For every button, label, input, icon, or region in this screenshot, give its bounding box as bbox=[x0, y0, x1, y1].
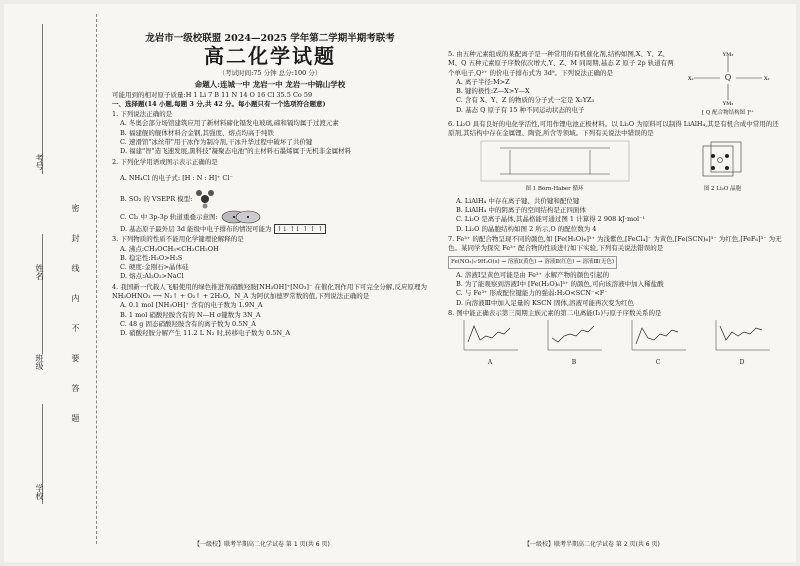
q3-option-c: C. 硬度:金刚石>晶体硅 bbox=[120, 263, 189, 272]
svg-text:YM₃: YM₃ bbox=[722, 101, 734, 106]
kaohao-label: 考号 bbox=[35, 154, 44, 170]
q6-option-b: B. LiAlH₄ 中的阴离子的空间结构是正四面体 bbox=[456, 206, 586, 215]
svg-text:X₂: X₂ bbox=[688, 76, 694, 82]
q6-option-d: D. Li₂O 的晶胞结构如图 2 所示,O 的配位数为 4 bbox=[456, 224, 597, 233]
vsepr-model-icon bbox=[194, 189, 216, 209]
margin-line bbox=[42, 24, 43, 174]
q7-option-b: B. 为了能观察到溶液Ⅰ中 [Fe(H₂O)₆]³⁺ 的颜色,可向该溶液中加入稀盐酸 bbox=[456, 280, 664, 289]
q4-option-d: D. 硝酸羟胺分解产生 11.2 L N₂ 时,转移电子数为 0.5N_A bbox=[120, 329, 291, 338]
page-title: 高二化学试题 bbox=[204, 44, 336, 69]
q5-option-c: C. 含有 X、Y、Z 的物质的分子式一定是 X₂YZ₃ bbox=[456, 96, 595, 105]
ionization-chart-b bbox=[544, 318, 604, 354]
page-1-footer: 【一级校】联考半期高二化学试卷 第 1 页(共 6 页) bbox=[194, 541, 330, 548]
exam-time: （考试时间:75 分钟 总分:100 分） bbox=[218, 69, 322, 78]
ionization-chart-d bbox=[712, 318, 772, 354]
ionization-chart-c bbox=[628, 318, 688, 354]
atomic-mass: 可能用到的相对原子质量:H 1 Li 7 B 11 N 14 O 16 Cl 35.5 Co 59 bbox=[112, 90, 313, 99]
born-haber-cycle-icon bbox=[480, 140, 630, 182]
q6-option-c: C. Li₂O 是离子晶体,其晶格能可通过图 1 计算得 2 908 kJ·mol⁻¹ bbox=[456, 215, 646, 224]
q5-text bbox=[448, 50, 678, 119]
q1-option-c: C. 速滑馆"冰丝带"用干冰作为制冷剂,干冰升华过程中破坏了共价键 bbox=[120, 138, 313, 147]
q3-stem: 3. 下列物质的性质不能用化学键理论解释的是 bbox=[112, 235, 244, 244]
svg-text:YM₃: YM₃ bbox=[722, 52, 734, 58]
q4-option-a: A. 0.1 mol [NH₃OH]⁺ 含有的电子数为 1.9N_A bbox=[120, 301, 263, 310]
q4-option-b: B. 1 mol 硝酸羟胺含有的 N—H σ键数为 3N_A bbox=[120, 310, 261, 319]
q8-chart-a bbox=[460, 318, 520, 367]
svg-text:Q: Q bbox=[724, 73, 732, 82]
q8-charts bbox=[448, 318, 784, 367]
xingming-label: 姓名 bbox=[35, 264, 44, 280]
q7-option-d: D. 向溶液Ⅲ中加入足量的 KSCN 固体,溶液可能再次变为红色 bbox=[456, 298, 635, 307]
q8-label-c: C bbox=[655, 358, 661, 366]
page-2 bbox=[448, 50, 784, 367]
page-2-footer: 【一级校】联考半期高二化学试卷 第 2 页(共 6 页) bbox=[524, 541, 660, 548]
q8-label-d: D bbox=[739, 358, 745, 366]
xuexiao-label: 学校 bbox=[35, 484, 44, 500]
alliance-title: 龙岩市一级校联盟 2024—2025 学年第二学期半期考联考 bbox=[145, 33, 395, 44]
q7-option-c: C. 与 Fe³⁺ 形成配位键能力的强弱:H₂O<SCN⁻<F⁻ bbox=[456, 289, 608, 298]
seal-line bbox=[96, 14, 97, 544]
q3-option-a: A. 沸点:CH₃OCH₃<CH₃CH₂OH bbox=[120, 244, 219, 253]
q7-flowchart: Fe(NO₃)₃·9H₂O(s) → 溶液Ⅰ(黄色) → 溶液Ⅱ(红色) → 溶液Ⅲ(无色) bbox=[448, 256, 617, 269]
orbital-box: ↑↓ ↑↓ ↑ ↑ ↑ bbox=[274, 224, 326, 234]
nh4cl-formula: [H : N : H]⁺ Cl⁻ bbox=[182, 173, 233, 182]
q2-b-text: B. SO₂ 的 VSEPR 模型: bbox=[120, 194, 193, 203]
q2-c-text: C. Cl₂ 中 3p-3p 轨道重叠示意图: bbox=[120, 212, 218, 221]
q2-option-a bbox=[112, 167, 428, 189]
q6-stem: 6. Li₂O 具有良好的电化学活性,可用作锂电池正极材料。以 Li₂O 为原料可以制得 LiAlH₄,其是有机合成中常用的还原剂,其结构中存在金属锂、陶瓷,所含等领域。下列有关说法中错误的是 bbox=[448, 119, 779, 137]
q5-figure bbox=[678, 50, 778, 119]
q6-fig2-caption: 图 2 Li₂O 晶胞 bbox=[703, 186, 742, 193]
q3-option-d: D. 熔点:Al₂O₃>NaCl bbox=[120, 272, 184, 281]
q8-chart-c bbox=[628, 318, 688, 367]
q2-option-c bbox=[112, 209, 428, 225]
q6-figures bbox=[448, 140, 784, 195]
q6-fig1 bbox=[480, 140, 630, 195]
q4-option-c: C. 48 g 固态硝酸羟胺含有的离子数为 0.5N_A bbox=[120, 319, 256, 328]
q8-label-a: A bbox=[487, 358, 493, 366]
q5-block bbox=[448, 50, 784, 119]
q3-option-b: B. 稳定性:H₂O>H₂S bbox=[120, 253, 183, 262]
q2-option-d bbox=[112, 225, 428, 234]
q8-chart-b bbox=[544, 318, 604, 367]
crystal-cell-icon bbox=[693, 140, 753, 182]
q2-option-b bbox=[112, 189, 428, 209]
q5-option-b: B. 键的极性:Z—X>Y—X bbox=[456, 87, 530, 96]
seal-text: 密封线内不要答题 bbox=[71, 204, 80, 444]
q7-option-a: A. 溶液Ⅰ呈黄色可能是由 Fe³⁺ 水解产物的颜色引起的 bbox=[456, 270, 610, 279]
q1-option-a: A. 冬奥会部分场馆建筑应用了新材料碲化镉发电玻璃,碲和镉均属于过渡元素 bbox=[120, 119, 339, 128]
orbital-overlap-icon bbox=[220, 210, 262, 224]
q8-chart-d bbox=[712, 318, 772, 367]
q1-option-d: D. 福建"智"造飞速发展,黑科技"凝聚态电池"的主材料石墨烯属于无机非金属材料 bbox=[120, 147, 352, 156]
q5-option-a: A. 离子半径:M>Z bbox=[456, 77, 510, 86]
q1-stem: 1. 下列说法正确的是 bbox=[112, 110, 173, 119]
exam-sheet bbox=[4, 4, 796, 562]
q5-figure-caption: [ Q 配合物结构图 ]²⁺ bbox=[701, 110, 755, 117]
q2-d-text: D. 基态原子最外层 3d 能级中电子排布的情况可能为 bbox=[120, 224, 272, 233]
complex-structure-icon bbox=[680, 50, 776, 106]
margin-line bbox=[42, 234, 43, 354]
q6-fig1-caption: 图 1 Born-Haber 循环 bbox=[525, 186, 584, 193]
binding-margin bbox=[4, 4, 100, 562]
q5-option-d: D. 基态 Q 原子有 15 种不同运动状态的电子 bbox=[456, 105, 585, 114]
q4-stem: 4. 我国新一代载人飞船使用的绿色推进剂硝酸羟胺[NH₃OH]⁺[NO₃]⁻ 在催化剂作用下可完全分解,反应原理为 NH₃OHNO₃ ⟶ N₂↑ + O₂↑ + 2H₂O。N_A 为阿伏加德罗常数的值,下列说法正确的是 bbox=[112, 282, 427, 301]
banji-label: 班级 bbox=[35, 354, 44, 370]
svg-text:X₂: X₂ bbox=[764, 76, 770, 82]
q1-option-b: B. 福建舰的舰体材料合金钢,其强度、熔点均高于纯铁 bbox=[120, 128, 274, 137]
ionization-chart-a bbox=[460, 318, 520, 354]
q2-a-text: A. NH₄Cl 的电子式: bbox=[120, 173, 181, 182]
q8-label-b: B bbox=[571, 358, 577, 366]
q6-fig2 bbox=[693, 140, 753, 195]
q7-stem: 7. Fe³⁺ 的配合物呈现不同的颜色,如 [Fe(H₂O)₆]³⁺ 为浅紫色,[FeCl₄]⁻ 为黄色,[Fe(SCN)₆]³⁻ 为红色,[FeF₆]³⁻ 为无色。某同学为探究 Fe³⁺ 配合物的性质进行如下实验,下列有关说法错误的是 bbox=[448, 234, 782, 253]
q6-option-a: A. LiAlH₄ 中存在离子键、共价键和配位键 bbox=[456, 196, 580, 205]
q5-stem: 5. 由五种元素组成的某配离子是一种常用的有机催化剂,结构如图,X、Y、Z、M、Q 五种元素原子序数依次增大,Y、Z、M 同周期,基态 Z 原子 2p 轨道有两个单电子,Q²⁺ 的价电子排布式为 3d⁹。下列说法正确的是 bbox=[448, 50, 674, 77]
makers: 命题人:连城一中 龙岩一中 龙岩一中锦山学校 bbox=[194, 79, 346, 89]
page-1 bbox=[112, 34, 428, 339]
section-heading: 一、选择题(14 小题,每题 3 分,共 42 分。每小题只有一个选项符合题意) bbox=[112, 99, 326, 108]
q2-stem: 2. 下列化学用语或图示表示正确的是 bbox=[112, 157, 218, 166]
q8-stem: 8. 图中能正确表示第三周期主族元素的第二电离能(I₂)与原子序数关系的是 bbox=[448, 309, 662, 318]
